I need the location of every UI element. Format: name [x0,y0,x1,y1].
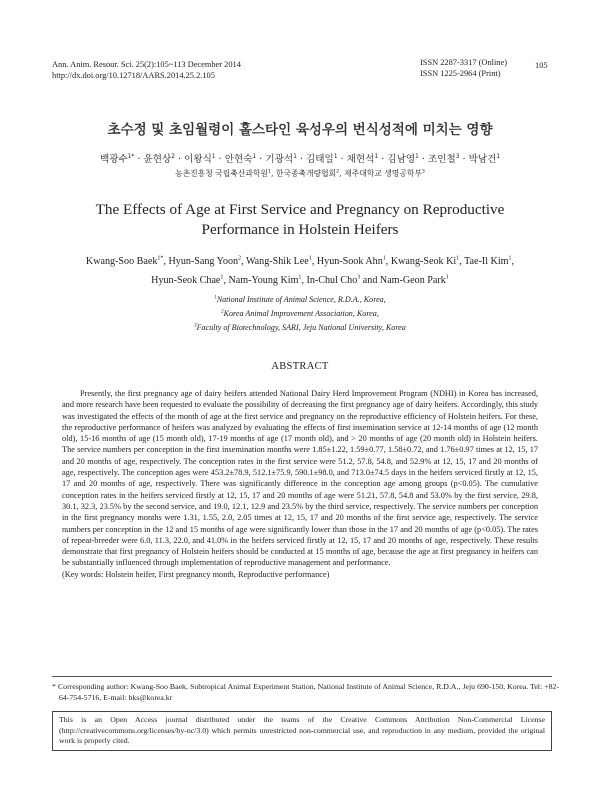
issn-online: ISSN 2287-3317 (Online) [420,58,508,67]
affiliation-mark: 1 [308,255,312,262]
affiliation-mark: 3 [421,169,425,175]
author-name: Wang-Shik Lee [245,256,309,267]
english-affiliations [0,293,600,335]
author-name: Tae-Il Kim [464,256,509,267]
affiliation-mark: 3 [194,323,197,329]
affiliation-name: Korea Animal Improvement Association, Korea, [223,309,379,318]
author-name: 김태일 [306,154,334,165]
affiliation-mark: 2 [221,309,224,315]
keywords: (Key words: Holstein heifer, First pregnancy month, Reproductive performance) [62,569,330,579]
footnote-rule [52,676,552,677]
affiliation-line [0,293,600,307]
issn-block [420,57,507,79]
author-name: 윤현상 [143,154,172,165]
author-name: 백광수 [99,154,128,165]
doi-line: http://dx.doi.org/10.12718/AARS.2014.25.2.105 [52,71,215,80]
english-title [60,200,540,240]
affiliation-mark: 3 [357,274,361,281]
author-name: 이왕식 [184,154,212,165]
separator: , [241,256,246,267]
korean-authors [0,151,600,165]
affiliation-mark: 1* [157,255,164,262]
separator: · [256,154,266,165]
journal-citation [52,59,241,81]
author-name: 안현숙 [224,154,253,165]
affiliation-name: 한국종축개량협회 [275,169,337,178]
affiliation-mark: 2 [336,169,340,175]
separator: , [511,256,515,267]
page-number: 105 [535,61,548,70]
author-name: 기광석 [265,154,294,165]
english-authors-line-2 [45,272,555,291]
author-name: 박남건 [468,154,497,165]
english-authors-line-1 [45,253,555,272]
separator: · [215,154,225,165]
author-name: 김남영 [387,154,416,165]
author-name: 조인철 [427,154,456,165]
separator: · [378,154,388,165]
author-name: Kwang-Seok Ki [390,256,457,267]
affiliation-mark: 1 [252,153,257,160]
author-name: Hyun-Sang Yoon [168,256,239,267]
open-access-notice: This is an Open Access journal distributed under the teams of the Creative Commons Attribution Non-Commercial License (http://creativecommons.org/licenses/by-nc/3.0) which permits unrestricted non-commercial use, and reproduction in any medium, provided the original work is properly cited. [52,711,552,751]
separator: , [301,274,307,286]
affiliation-mark: 1 [374,153,379,160]
affiliation-mark: 1* [127,153,135,160]
separator: , [459,256,465,267]
affiliation-mark: 1 [211,153,216,160]
affiliation-mark: 1 [298,274,302,281]
affiliation-name: Faculty of Biotechnology, SARI, Jeju National University, Korea [196,323,406,332]
affiliation-mark: 1 [220,274,224,281]
affiliation-mark: 2 [171,153,175,160]
affiliation-mark: 1 [415,153,419,160]
affiliation-name: 농촌진흥청 국립축산과학원 [175,169,268,178]
and-word: and [360,274,380,286]
affiliation-mark: 1 [456,255,460,262]
separator: , [311,256,317,267]
separator: · [296,154,307,165]
separator: , [385,256,391,267]
english-authors [45,253,555,290]
journal-line: Ann. Anim. Resour. Sci. 25(2):105~113 December 2014 [52,60,241,69]
affiliation-mark: 1 [496,153,501,160]
abstract-body: Presently, the first pregnancy age of dairy heifers attended National Dairy Herd Improvement Program (NDHI) in Korea has increased, and more research have been requested to evaluate the possibility of decreasing the first pregnancy age of dairy heifers. Accordingly, this study was investigated the effects of the month of age at the first service and pregnancy on the reproductive efficiency of Holstein heifers. For these, the reproductive performance of heifers was analyzed by evaluating the effects of first insemination service at 12-14 months of age (12 month old), 15-16 months of age (15 month old), 17-19 months of age (17 month old), and > 20 months of age (20 month old) in Holstein heifers. The service numbers per conception in the first insemination months were 1.85±1.22, 1.59±0.77, 1.58±0.72, and 1.76±0.97 times at 12, 15, 17 and 20 months of age, respectively. The conception rates in the first service were 51.2, 57.8, 54.8, and 52.9% at 12, 15, 17 and 20 months of age, respectively. The conception ages were 453.2±78.9, 512.1±75.9, 590.1±98.0, and 713.0±74.5 days in the heifers serviced firstly at 12, 15, 17 and 20 months of age, respectively. There was significantly difference in the conception age among groups (p<0.05). The cumulative conception rates in the heifers serviced firstly at 12, 15, 17 and 20 months of age were 51.21, 57.8, 54.8 and 53.0% by the first service, 29.8, 30.1, 32.3, 23.5% by the second service, and 19.0, 12.1, 12.9 and 23.5% by the third service, respectively. The service numbers per conception in the first pregnancy months were 1.31, 1.55, 2.0, 2.05 times at 12, 15, 17 and 20 months of the first service age, respectively. The service numbers per conception in the 12 and 15 months of age were significantly lower than those in the 17 and 20 months of age (p<0.05). The rates of repeat-breeder were 6.0, 11.3, 22.0, and 41.0% in the heifers serviced firstly at 12, 15, 17 and 20 months of age, respectively. These results demonstrate that first pregnancy of Holstein heifers should be conducted at 15 months of age, because the age at first pregnancy in heifers can be substantially influenced through implementation of reproductive management and performance. [62,389,538,568]
separator: · [174,154,185,165]
english-title-line-1: The Effects of Age at First Service and Pregnancy on Reproductive [95,201,505,218]
author-name: Hyun-Sook Ahn [316,256,383,267]
separator: · [459,154,469,165]
affiliation-mark: 1 [382,255,386,262]
affiliation-mark: 1 [267,169,271,175]
separator: , [339,169,345,178]
separator: · [337,154,347,165]
author-name: 채현석 [346,154,375,165]
separator: · [418,154,428,165]
affiliation-mark: 3 [455,153,460,160]
abstract-heading: ABSTRACT [271,361,329,372]
affiliation-line [0,321,600,335]
author-name: Kwang-Soo Baek [85,256,158,267]
affiliation-line [0,307,600,321]
issn-print: ISSN 1225-2964 (Print) [420,69,501,78]
affiliation-mark: 1 [445,274,449,281]
separator: · [134,154,144,165]
author-name: Nam-Young Kim [228,274,299,286]
affiliation-mark: 1 [293,153,297,160]
affiliation-mark: 1 [214,295,217,301]
affiliation-mark: 1 [333,153,338,160]
korean-title: 초수정 및 초임월령이 홀스타인 육성우의 번식성적에 미치는 영향 [107,122,493,138]
separator: , [223,274,229,286]
corresponding-author-footnote: * Corresponding author: Kwang-Soo Baek, Subtropical Animal Experiment Station, National Institute of Animal Science, R.D.A., Jeju 690-150, Korea. Tel: +82-64-754-5716, E-mail: bks@korea.kr [52,682,559,702]
author-name: In-Chul Cho [306,274,358,286]
abstract-text [62,388,538,580]
korean-affiliations [0,168,600,179]
author-name: Hyun-Seok Chae [151,274,221,286]
english-title-line-2: Performance in Holstein Heifers [201,221,399,238]
affiliation-name: National Institute of Animal Science, R.D.A., Korea, [216,295,386,304]
affiliation-mark: 2 [238,255,242,262]
separator: , [270,169,276,178]
affiliation-mark: 1 [508,255,512,262]
affiliation-name: 제주대학교 생명공학부 [344,169,422,178]
separator: , [163,256,169,267]
author-name: Nam-Geon Park [379,274,446,286]
